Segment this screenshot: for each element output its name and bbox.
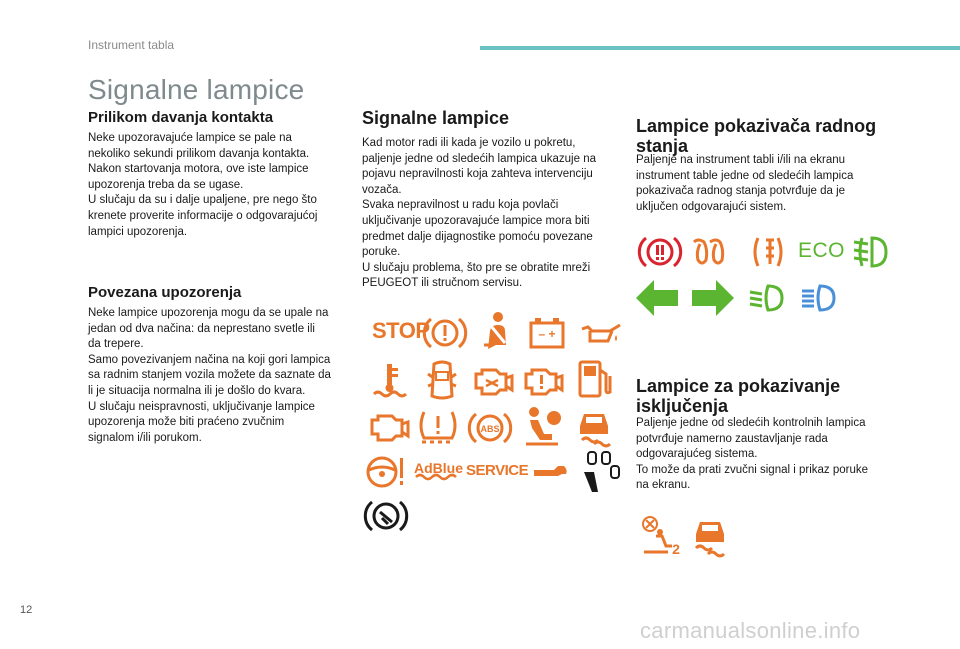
text-line: PEUGEOT ili stručnom servisu. [362, 277, 523, 290]
text-line: Svaka nepravilnost u radu koja povlači [362, 199, 559, 212]
glow-plug-icon [690, 230, 734, 274]
airbag-off-icon [638, 514, 682, 558]
para-warning-lamps [362, 136, 622, 292]
airbag-off-number: 2 [672, 541, 680, 557]
text-line: lampici upozorenja. [88, 225, 188, 238]
heading-line: Lampice za pokazivanje [636, 376, 841, 396]
esp-icon [572, 404, 616, 448]
engine-fault-icon [470, 358, 514, 402]
heading-deactivation-lamps [636, 376, 936, 416]
adblue-icon: AdBlue [414, 460, 463, 476]
heading-line: Lampice pokazivača radnog [636, 116, 877, 136]
text-line: signalom i/ili porukom. [88, 431, 202, 444]
steering-icon [364, 450, 408, 494]
turn-right-icon [688, 276, 736, 320]
text-line: uključen odgovarajući sistem. [636, 200, 787, 213]
service-icon: SERVICE [466, 462, 529, 479]
brake-red-icon [638, 230, 682, 274]
text-line: poruke. [362, 246, 401, 259]
abs-icon [468, 406, 512, 450]
tyre-pressure-icon [416, 404, 460, 448]
text-line: predmet dalje dijagnostike pomoću povezane [362, 230, 593, 243]
text-line: U slučaju neispravnosti, uključivanje lampice [88, 400, 315, 413]
heading-line: stanja [636, 136, 689, 156]
text-line: Paljenje jedne od sledećih kontrolnih lampica [636, 417, 866, 429]
heading-line: isključenja [636, 396, 729, 416]
turn-left-icon [634, 276, 682, 320]
text-line: nekoliko sekundi prilikom davanja kontakta. [88, 147, 310, 160]
engine-check-icon [366, 404, 410, 448]
text-line: Samo povezivanjem načina na koji gori lampica [88, 353, 331, 366]
text-line: Nakon startovanja motora, ove iste lampice [88, 163, 309, 176]
water-in-fuel-icon [746, 230, 790, 274]
section-label: Instrument tabla [88, 38, 175, 52]
text-line: pokazivača radnog stanja potvrđuje da je [636, 185, 846, 198]
dipped-beam-icon [746, 276, 790, 320]
header-accent-bar [480, 46, 960, 50]
engine-fault-2-icon [520, 358, 564, 402]
text-line: Neke lampice upozorenja mogu da se upale na [88, 307, 329, 319]
text-line: To može da prati zvučni signal i prikaz poruke [636, 463, 869, 476]
front-fog-icon [850, 230, 894, 274]
parking-brake-icon [364, 494, 408, 538]
para-deactivation-lamps [636, 416, 906, 494]
heading-warning-lamps: Signalne lampice [362, 108, 510, 128]
seatbelt-icon [474, 309, 518, 353]
heading-associated-warnings: Povezana upozorenja [88, 284, 242, 301]
text-line: uključivanje upozoravajuće lampice mora biti [362, 214, 590, 227]
abs-text: ABS [480, 424, 500, 434]
text-line: upozorenja treba da se ugase. [88, 178, 244, 191]
text-line: li je situacija normalna ili je došlo do kvara. [88, 384, 306, 397]
text-line: jedan od dva načina: da neprestano svetle ili [88, 322, 315, 335]
adblue-wave-icon [414, 470, 458, 484]
text-line: sa radnim stanjem vozila možete da saznate da [88, 369, 331, 382]
fuel-icon [572, 356, 616, 400]
battery-symbols: – + [538, 327, 556, 341]
door-open-icon [420, 358, 464, 402]
esp-off-icon [688, 514, 732, 558]
airbag-icon [520, 404, 564, 448]
text-line: paljenje jedne od sledećih lampica ukazuje na [362, 152, 596, 165]
text-line: instrument table jedne od sledećih lampica [636, 169, 854, 182]
text-line: odgovarajućeg sistema. [636, 448, 758, 461]
text-line: pojavu nepravilnosti koja zahteva intervenciju [362, 168, 593, 181]
heading-running-lamps [636, 116, 936, 156]
text-line: na ekranu. [636, 479, 691, 492]
eco-icon: ECO [798, 239, 846, 262]
text-line: Paljenje na instrument tabli i/ili na ekranu [636, 154, 846, 166]
page-number: 12 [20, 604, 33, 616]
wrench-icon [528, 450, 572, 494]
text-line: da trepere. [88, 338, 144, 351]
text-line: Kad motor radi ili kada je vozilo u pokretu, [362, 137, 576, 149]
oil-pressure-icon [578, 311, 622, 355]
text-line: Neke upozoravajuće lampice se pale na [88, 132, 292, 144]
para-running-lamps [636, 153, 906, 215]
text-line: U slučaju problema, što pre se obratite mreži [362, 261, 591, 274]
coolant-temp-icon [368, 358, 412, 402]
text-line: krenete proverite informacije o odgovarajućoj [88, 209, 318, 222]
text-line: potvrđuje namerno zaustavljanje rada [636, 432, 828, 445]
para-associated-warnings [88, 306, 358, 446]
text-line: U slučaju da su i dalje upaljene, pre nego što [88, 194, 317, 207]
battery-icon [525, 311, 569, 355]
text-line: vozača. [362, 183, 402, 196]
text-line: upozorenja može biti praćeno zvučnim [88, 416, 285, 429]
seats-icon [578, 448, 622, 492]
brake-icon [423, 311, 467, 355]
page-title: Signalne lampice [88, 74, 305, 105]
watermark: carmanualsonline.info [640, 618, 861, 643]
heading-ignition: Prilikom davanja kontakta [88, 109, 274, 126]
para-ignition [88, 131, 358, 240]
stop-icon: STOP [372, 318, 430, 343]
main-beam-icon [798, 276, 842, 320]
